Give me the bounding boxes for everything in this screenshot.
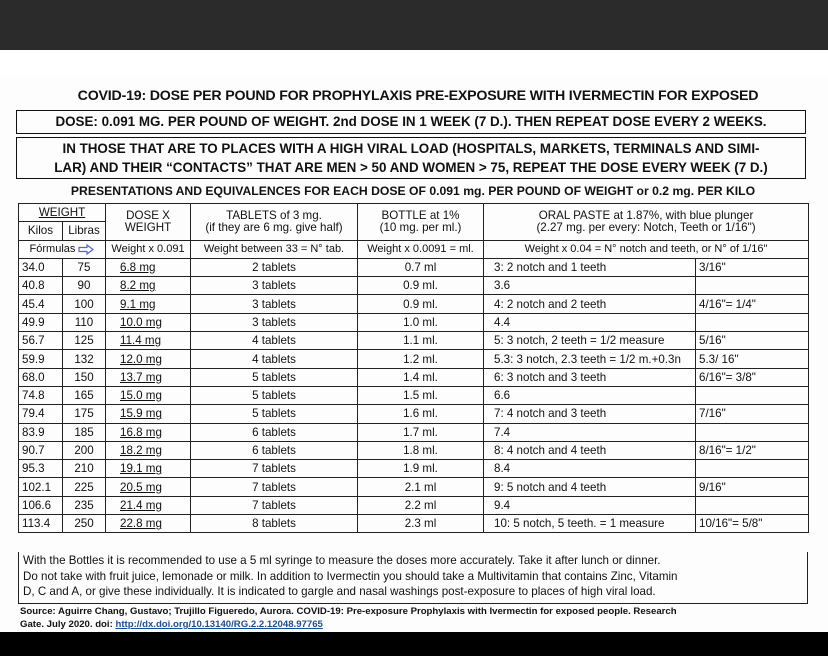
table-row xyxy=(19,478,809,496)
cell-bottle: 1.6 ml. xyxy=(358,405,484,423)
cell-tablets: 7 tablets xyxy=(191,460,358,478)
cell-fraction: 6/16"= 3/8" xyxy=(696,368,809,386)
cell-bottle: 0.9 ml. xyxy=(358,295,484,313)
cell-tablets: 8 tablets xyxy=(191,515,358,533)
cell-tablets: 7 tablets xyxy=(191,496,358,514)
cell-paste: 3: 2 notch and 1 teeth xyxy=(484,258,696,276)
cell-dose: 10.0 mg xyxy=(106,313,191,331)
cell-libras: 185 xyxy=(63,423,106,441)
table-row xyxy=(19,258,809,276)
cell-kilos: 95.3 xyxy=(19,460,63,478)
cell-dose: 15.0 mg xyxy=(106,386,191,404)
cell-bottle: 2.2 ml xyxy=(358,496,484,514)
header-dose xyxy=(106,204,191,241)
cell-bottle: 0.7 ml xyxy=(358,258,484,276)
document-title: COVID-19: DOSE PER POUND FOR PROPHYLAXIS PRE-EXPOSURE WITH IVERMECTIN FOR EXPOSED xyxy=(77,88,759,104)
cell-tablets: 5 tablets xyxy=(191,368,358,386)
cell-kilos: 68.0 xyxy=(19,368,63,386)
cell-paste: 7: 4 notch and 3 teeth xyxy=(484,405,696,423)
cell-dose: 22.8 mg xyxy=(106,515,191,533)
formulas-row xyxy=(19,240,809,258)
cell-tablets: 3 tablets xyxy=(191,277,358,295)
cell-fraction xyxy=(696,423,809,441)
cell-paste: 5: 3 notch, 2 teeth = 1/2 measure xyxy=(484,332,696,350)
note-line-1: With the Bottles it is recommended to use a 5 ml syringe to measure the doses more accurately. Take it after lunch or dinner. xyxy=(23,554,661,567)
header-tablets-line-2: (if they are 6 mg. give half) xyxy=(205,220,343,234)
cell-dose: 18.2 mg xyxy=(106,441,191,459)
cell-dose: 20.5 mg xyxy=(106,478,191,496)
table-row xyxy=(19,386,809,404)
cell-fraction xyxy=(696,277,809,295)
note-line-2: Do not take with fruit juice, lemonade or milk. In addition to Ivermectin you should take a Multivitamin that contains Zinc, Vitamin xyxy=(23,569,678,583)
header-bottle-line-2: (10 mg. per ml.) xyxy=(379,220,462,234)
cell-libras: 110 xyxy=(63,313,106,331)
cell-libras: 200 xyxy=(63,441,106,459)
cell-kilos: 56.7 xyxy=(19,332,63,350)
cell-paste: 3.6 xyxy=(484,277,696,295)
cell-bottle: 1.5 ml. xyxy=(358,386,484,404)
table-row xyxy=(19,368,809,386)
cell-libras: 125 xyxy=(63,332,106,350)
cell-paste: 4: 2 notch and 2 teeth xyxy=(484,295,696,313)
cell-libras: 250 xyxy=(63,515,106,533)
cell-fraction: 7/16" xyxy=(696,405,809,423)
cell-libras: 100 xyxy=(63,295,106,313)
header-kilos: Kilos xyxy=(19,222,63,240)
cell-dose: 9.1 mg xyxy=(106,295,191,313)
arrow-right-icon xyxy=(78,244,94,255)
cell-dose: 15.9 mg xyxy=(106,405,191,423)
cell-bottle: 2.1 ml xyxy=(358,478,484,496)
table-row xyxy=(19,405,809,423)
cell-fraction: 9/16" xyxy=(696,478,809,496)
cell-fraction xyxy=(696,460,809,478)
header-dose-line-1: DOSE X xyxy=(126,208,170,222)
viral-load-box xyxy=(16,137,806,179)
viral-load-line-2: LAR) AND THEIR “CONTACTS” THAT ARE MEN > 50 AND WOMEN > 75, REPEAT THE DOSE EVERY WEEK (7 D.) xyxy=(54,160,768,175)
cell-fraction: 10/16"= 5/8" xyxy=(696,515,809,533)
cell-fraction: 4/16"= 1/4" xyxy=(696,295,809,313)
cell-paste: 7.4 xyxy=(484,423,696,441)
source-line-2 xyxy=(20,618,820,631)
cell-bottle: 1.4 ml. xyxy=(358,368,484,386)
header-weight: WEIGHT xyxy=(19,204,106,222)
cell-paste: 10: 5 notch, 5 teeth. = 1 measure xyxy=(484,515,696,533)
header-tablets-line-1: TABLETS of 3 mg. xyxy=(226,208,322,222)
cell-kilos: 49.9 xyxy=(19,313,63,331)
cell-libras: 132 xyxy=(63,350,106,368)
cell-libras: 90 xyxy=(63,277,106,295)
cell-kilos: 59.9 xyxy=(19,350,63,368)
cell-paste: 8: 4 notch and 4 teeth xyxy=(484,441,696,459)
cell-tablets: 4 tablets xyxy=(191,350,358,368)
cell-bottle: 1.9 ml. xyxy=(358,460,484,478)
cell-dose: 16.8 mg xyxy=(106,423,191,441)
cell-dose: 8.2 mg xyxy=(106,277,191,295)
formula-paste: Weight x 0.04 = N° notch and teeth, or N° of 1/16" xyxy=(484,240,809,258)
cell-kilos: 74.8 xyxy=(19,386,63,404)
cell-libras: 165 xyxy=(63,386,106,404)
cell-fraction: 5/16" xyxy=(696,332,809,350)
header-paste-line-1: ORAL PASTE at 1.87%, with blue plunger xyxy=(538,208,754,222)
cell-libras: 210 xyxy=(63,460,106,478)
table-row xyxy=(19,423,809,441)
doi-link[interactable]: http://dx.doi.org/10.13140/RG.2.2.12048.97765 xyxy=(115,619,323,630)
cell-tablets: 5 tablets xyxy=(191,386,358,404)
cell-paste: 9.4 xyxy=(484,496,696,514)
header-dose-line-2: WEIGHT xyxy=(124,220,172,234)
header-tablets xyxy=(191,204,358,241)
table-row xyxy=(19,277,809,295)
cell-kilos: 79.4 xyxy=(19,405,63,423)
header-bottle-line-1: BOTTLE at 1% xyxy=(381,208,460,222)
cell-libras: 235 xyxy=(63,496,106,514)
bottom-dark-bar xyxy=(0,632,828,656)
table-row xyxy=(19,313,809,331)
cell-bottle: 2.3 ml xyxy=(358,515,484,533)
header-libras: Libras xyxy=(63,222,106,240)
top-dark-bar xyxy=(0,0,828,50)
cell-fraction xyxy=(696,386,809,404)
cell-dose: 19.1 mg xyxy=(106,460,191,478)
table-row xyxy=(19,496,809,514)
table-row xyxy=(19,350,809,368)
note-line-3: D, C and A, or give these individually. It is indicated to gargle and nasal washings post-exposure to places of high viral load. xyxy=(23,585,656,598)
cell-dose: 11.4 mg xyxy=(106,332,191,350)
cell-tablets: 5 tablets xyxy=(191,405,358,423)
cell-fraction: 5.3/ 16" xyxy=(696,350,809,368)
cell-fraction: 8/16"= 1/2" xyxy=(696,441,809,459)
cell-paste: 6.6 xyxy=(484,386,696,404)
cell-bottle: 1.0 ml. xyxy=(358,313,484,331)
cell-bottle: 1.2 ml. xyxy=(358,350,484,368)
table-row xyxy=(19,515,809,533)
cell-libras: 225 xyxy=(63,478,106,496)
cell-dose: 13.7 mg xyxy=(106,368,191,386)
formulas-label: Fórmulas xyxy=(29,243,76,256)
cell-tablets: 6 tablets xyxy=(191,441,358,459)
cell-bottle: 1.8 ml. xyxy=(358,441,484,459)
cell-kilos: 90.7 xyxy=(19,441,63,459)
cell-fraction xyxy=(696,313,809,331)
viral-load-line-1: IN THOSE THAT ARE TO PLACES WITH A HIGH VIRAL LOAD (HOSPITALS, MARKETS, TERMINALS AND SIMI- xyxy=(62,141,760,156)
table-row xyxy=(19,332,809,350)
dose-box: DOSE: 0.091 MG. PER POUND OF WEIGHT. 2nd DOSE IN 1 WEEK (7 D.). THEN REPEAT DOSE EVERY 2 WEEKS. xyxy=(16,110,806,134)
cell-tablets: 4 tablets xyxy=(191,332,358,350)
table-header-row-1 xyxy=(19,204,809,222)
cell-kilos: 113.4 xyxy=(19,515,63,533)
cell-kilos: 45.4 xyxy=(19,295,63,313)
header-paste-line-2: (2.27 mg. per every: Notch, Teeth or 1/16") xyxy=(536,220,756,234)
header-paste xyxy=(484,204,809,241)
cell-tablets: 3 tablets xyxy=(191,313,358,331)
table-row xyxy=(19,460,809,478)
cell-paste: 5.3: 3 notch, 2.3 teeth = 1/2 m.+0.3n xyxy=(484,350,696,368)
source-citation xyxy=(20,605,820,631)
cell-paste: 8.4 xyxy=(484,460,696,478)
cell-paste: 4.4 xyxy=(484,313,696,331)
cell-kilos: 102.1 xyxy=(19,478,63,496)
dose-table xyxy=(18,203,809,533)
table-row xyxy=(19,295,809,313)
cell-kilos: 40.8 xyxy=(19,277,63,295)
formula-bottle: Weight x 0.0091 = ml. xyxy=(358,240,484,258)
formula-tablets: Weight between 33 = N° tab. xyxy=(191,240,358,258)
cell-bottle: 1.1 ml. xyxy=(358,332,484,350)
cell-kilos: 106.6 xyxy=(19,496,63,514)
cell-tablets: 3 tablets xyxy=(191,295,358,313)
header-bottle xyxy=(358,204,484,241)
source-gate: Gate. July 2020. doi: xyxy=(20,619,116,630)
cell-libras: 175 xyxy=(63,405,106,423)
cell-bottle: 0.9 ml. xyxy=(358,277,484,295)
cell-dose: 12.0 mg xyxy=(106,350,191,368)
formulas-label-cell xyxy=(19,240,106,258)
cell-kilos: 83.9 xyxy=(19,423,63,441)
cell-kilos: 34.0 xyxy=(19,258,63,276)
cell-libras: 150 xyxy=(63,368,106,386)
cell-paste: 9: 5 notch and 4 teeth xyxy=(484,478,696,496)
cell-fraction: 3/16" xyxy=(696,258,809,276)
cell-tablets: 2 tablets xyxy=(191,258,358,276)
formula-dose: Weight x 0.091 xyxy=(106,240,191,258)
cell-bottle: 1.7 ml. xyxy=(358,423,484,441)
cell-dose: 6.8 mg xyxy=(106,258,191,276)
cell-tablets: 6 tablets xyxy=(191,423,358,441)
cell-tablets: 7 tablets xyxy=(191,478,358,496)
cell-libras: 75 xyxy=(63,258,106,276)
source-line-1: Source: Aguirre Chang, Gustavo; Trujillo Figueredo, Aurora. COVID-19: Pre-exposure Prophylaxis with Ivermectin for exposed people. Research xyxy=(20,606,677,617)
table-row xyxy=(19,441,809,459)
notes-box xyxy=(18,552,808,604)
presentations-heading: PRESENTATIONS AND EQUIVALENCES FOR EACH DOSE OF 0.091 mg. PER POUND OF WEIGHT or 0.2 mg. PER KILO xyxy=(70,184,756,198)
cell-fraction xyxy=(696,496,809,514)
cell-dose: 21.4 mg xyxy=(106,496,191,514)
cell-paste: 6: 3 notch and 3 teeth xyxy=(484,368,696,386)
